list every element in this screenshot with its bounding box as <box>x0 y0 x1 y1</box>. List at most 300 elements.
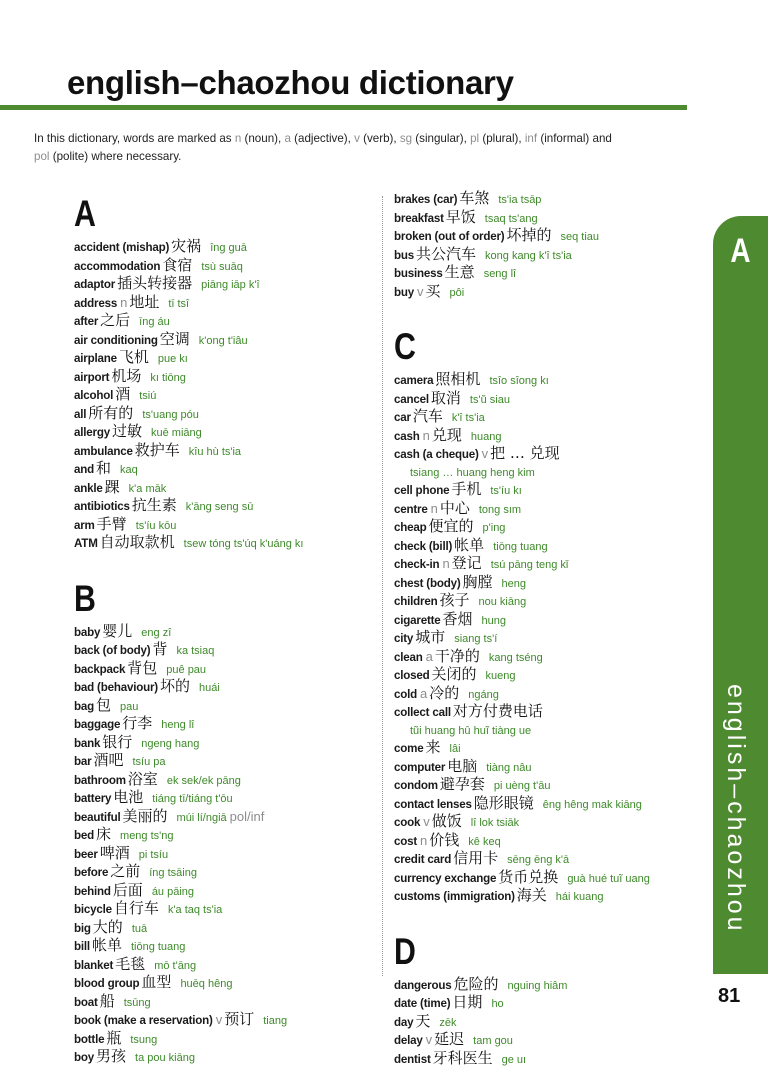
entry-chinese: 电脑 <box>447 757 477 775</box>
dictionary-entry <box>74 238 384 257</box>
entry-chinese: 信用卡 <box>453 849 498 867</box>
intro-part: (plural), <box>479 132 525 145</box>
dictionary-entry <box>394 537 704 556</box>
abbr-plural: pl <box>470 132 479 145</box>
entry-pronunciation: k'a taq ts'ia <box>168 904 222 916</box>
entry-chinese: 海关 <box>517 886 547 904</box>
entry-pronunciation: ts'ŭ siau <box>470 394 510 406</box>
entry-headword: ankle <box>74 482 103 495</box>
entry-headword: bill <box>74 940 90 953</box>
entry-chinese: 踝 <box>105 478 120 496</box>
entry-chinese: 避孕套 <box>440 775 485 793</box>
intro-part: (adjective), <box>291 132 354 145</box>
entry-headword: allergy <box>74 426 110 439</box>
dictionary-entry <box>74 752 384 771</box>
entry-headword: computer <box>394 761 445 774</box>
entry-headword: adaptor <box>74 278 115 291</box>
entry-pronunciation: sēng ēng k'ā <box>507 854 569 866</box>
dictionary-entry <box>394 648 704 667</box>
section-letter: C <box>394 323 648 371</box>
entry-chinese: 货币兑换 <box>498 868 558 886</box>
entry-pronunciation: ka tsiaq <box>176 645 214 657</box>
entry-headword: air conditioning <box>74 334 158 347</box>
dictionary-entry <box>394 592 704 611</box>
entry-pronunciation: kîu hù ts'ia <box>189 446 241 458</box>
entry-pronunciation: seq tiau <box>560 231 599 243</box>
entry-chinese: 酒 <box>115 385 130 403</box>
entry-pronunciation: pôi <box>450 287 465 299</box>
dictionary-entry <box>74 678 384 697</box>
entry-headword: baggage <box>74 718 120 731</box>
entry-pronunciation: ta pou kiāng <box>135 1052 195 1064</box>
dictionary-entry <box>74 845 384 864</box>
entry-pronunciation: tī tsî <box>168 298 189 310</box>
entry-pronunciation: huái <box>199 682 220 694</box>
entry-chinese: 床 <box>96 825 111 843</box>
entry-headword: cell phone <box>394 484 449 497</box>
entry-pronunciation: k'ong t'iâu <box>199 335 248 347</box>
dictionary-entry <box>394 445 704 464</box>
dictionary-entry <box>74 623 384 642</box>
entry-chinese: 便宜的 <box>429 517 474 535</box>
entry-continuation <box>394 722 704 740</box>
entry-pronunciation: ngáng <box>468 689 499 701</box>
entry-pronunciation: seng lî <box>484 268 516 280</box>
dictionary-entry <box>394 371 704 390</box>
entry-chinese: 照相机 <box>435 370 480 388</box>
entry-pronunciation: áu pāing <box>152 886 194 898</box>
entry-headword: and <box>74 463 94 476</box>
dictionary-entry <box>394 227 704 246</box>
entry-chinese: 手臂 <box>97 515 127 533</box>
entry-chinese: 后面 <box>113 881 143 899</box>
entry-chinese: 之前 <box>110 862 140 880</box>
right-column <box>394 190 704 1068</box>
entry-headword: cold <box>394 688 417 701</box>
entry-pronunciation: tam gou <box>473 1035 513 1047</box>
dictionary-entry <box>74 312 384 331</box>
entry-headword: cheap <box>394 521 427 534</box>
entry-headword: bathroom <box>74 774 126 787</box>
entry-pronunciation: tsiang … huang heng kim <box>410 467 535 479</box>
entry-chinese: 孩子 <box>440 591 470 609</box>
entry-pronunciation: meng ts'ng <box>120 830 173 842</box>
entry-chinese: 隐形眼镜 <box>474 794 534 812</box>
dictionary-entry <box>74 882 384 901</box>
entry-pronunciation: heng lî <box>161 719 194 731</box>
entry-pronunciation: tiōng tuang <box>131 941 185 953</box>
entry-chinese: 酒吧 <box>93 751 123 769</box>
entry-headword: children <box>394 595 438 608</box>
entry-pronunciation: kaq <box>120 464 138 476</box>
entry-headword: beer <box>74 848 98 861</box>
entry-chinese: 天 <box>415 1012 430 1030</box>
entry-chinese: 救护车 <box>135 441 180 459</box>
dictionary-entry <box>74 331 384 350</box>
abbr-noun: n <box>235 132 241 145</box>
entry-chinese: 背包 <box>127 659 157 677</box>
dictionary-entry <box>394 283 704 302</box>
entry-headword: backpack <box>74 663 125 676</box>
entry-pronunciation: tsîo sîong kı <box>489 375 548 387</box>
entry-pronunciation: puê pau <box>166 664 206 676</box>
entry-chinese: 日期 <box>452 993 482 1011</box>
dictionary-entry <box>394 776 704 795</box>
dictionary-entry <box>74 423 384 442</box>
intro-part: (informal) and <box>537 132 612 145</box>
entry-chinese: 干净的 <box>435 647 480 665</box>
dictionary-entry <box>74 641 384 660</box>
entry-pronunciation: îng guā <box>210 242 247 254</box>
entry-headword: cigarette <box>394 614 441 627</box>
entry-pronunciation: ngeng hang <box>141 738 199 750</box>
dictionary-entry <box>394 246 704 265</box>
entry-pronunciation: tũi huang hû huĩ tiàng ue <box>410 725 531 737</box>
entry-headword: delay <box>394 1034 423 1047</box>
entry-pronunciation: ts'uang póu <box>142 409 199 421</box>
entry-headword: bottle <box>74 1033 104 1046</box>
entry-pronunciation: huēq hêng <box>180 978 232 990</box>
entry-chinese: 浴室 <box>128 770 158 788</box>
entry-part-of-speech: v <box>423 814 430 829</box>
page-number: 81 <box>718 985 740 1008</box>
entry-headword: big <box>74 922 91 935</box>
entry-chinese: 帐单 <box>92 936 122 954</box>
entry-headword: book (make a reservation) <box>74 1014 213 1027</box>
entry-chinese: 行李 <box>122 714 152 732</box>
dictionary-entry <box>74 516 384 535</box>
entry-pronunciation: tsung <box>130 1034 157 1046</box>
entry-chinese: 胸膛 <box>463 573 493 591</box>
dictionary-entry <box>74 479 384 498</box>
entry-headword: check (bill) <box>394 540 452 553</box>
entry-part-of-speech: v <box>216 1012 223 1027</box>
entry-chinese: 所有的 <box>88 404 133 422</box>
dictionary-entry <box>74 900 384 919</box>
entry-chinese: 和 <box>96 459 111 477</box>
entry-pronunciation: huang <box>471 431 502 443</box>
entry-part-of-speech: v <box>426 1032 433 1047</box>
dictionary-entry <box>74 405 384 424</box>
abbr-polite: pol <box>34 150 49 163</box>
entry-headword: business <box>394 267 443 280</box>
entry-pronunciation: tiàng nâu <box>486 762 531 774</box>
dictionary-entry <box>394 887 704 906</box>
entry-pronunciation: pi uèng t'āu <box>494 780 551 792</box>
dictionary-entry <box>394 994 704 1013</box>
entry-headword: broken (out of order) <box>394 230 504 243</box>
entry-headword: ATM <box>74 537 98 550</box>
entry-part-of-speech: a <box>420 686 427 701</box>
entry-headword: boy <box>74 1051 94 1064</box>
entry-pronunciation: k'āng seng sū <box>186 501 254 513</box>
dictionary-entry <box>394 481 704 500</box>
entry-pronunciation: lî lok tsiāk <box>471 817 519 829</box>
entry-headword: city <box>394 632 413 645</box>
entry-headword: breakfast <box>394 212 444 225</box>
dictionary-entry <box>74 697 384 716</box>
entry-pronunciation: tsù suāq <box>201 261 243 273</box>
dictionary-entry <box>394 1050 704 1068</box>
section-letter: D <box>394 928 648 976</box>
dictionary-entry <box>74 460 384 479</box>
dictionary-entry <box>394 739 704 758</box>
entry-chinese: 登记 <box>452 554 482 572</box>
dictionary-entry <box>74 349 384 368</box>
intro-part: In this dictionary, words are marked as <box>34 132 235 145</box>
side-tab-letter: A <box>718 232 763 271</box>
dictionary-entry <box>394 666 704 685</box>
entry-chinese: 婴儿 <box>102 622 132 640</box>
entry-chinese: 汽车 <box>413 407 443 425</box>
entry-pronunciation: p'ing <box>483 522 506 534</box>
entry-pronunciation: guà hué tuĩ uang <box>567 873 650 885</box>
entry-headword: ambulance <box>74 445 133 458</box>
entry-headword: day <box>394 1016 413 1029</box>
entry-pronunciation: tsūng <box>124 997 151 1009</box>
entry-headword: alcohol <box>74 389 113 402</box>
dictionary-entry <box>394 611 704 630</box>
entry-chinese: 把 … 兑现 <box>490 444 560 462</box>
entry-headword: bicycle <box>74 903 112 916</box>
entry-headword: camera <box>394 374 433 387</box>
entry-pronunciation: tiōng tuang <box>493 541 547 553</box>
entry-chinese: 牙科医生 <box>433 1049 493 1067</box>
entry-pronunciation: pue kı <box>158 353 188 365</box>
entry-headword: baby <box>74 626 100 639</box>
entry-pronunciation: êng hêng mak kiāng <box>543 799 642 811</box>
dictionary-entry <box>394 574 704 593</box>
dictionary-entry <box>74 442 384 461</box>
entry-pronunciation: ts'íu kı <box>490 485 521 497</box>
entry-chinese: 毛毯 <box>115 955 145 973</box>
entry-pronunciation: tong sım <box>479 504 521 516</box>
dictionary-entry <box>394 703 704 722</box>
entry-register: pol/inf <box>230 809 265 824</box>
dictionary-entry <box>394 850 704 869</box>
entry-headword: arm <box>74 519 95 532</box>
dictionary-entry <box>394 832 704 851</box>
entry-pronunciation: tiáng tī/tiáng t'ōu <box>152 793 232 805</box>
section-letter: B <box>74 575 328 623</box>
entry-headword: all <box>74 408 86 421</box>
entry-headword: blood group <box>74 977 139 990</box>
entry-chinese: 做饭 <box>432 812 462 830</box>
entry-headword: collect call <box>394 706 451 719</box>
entry-chinese: 自动取款机 <box>100 533 175 551</box>
entry-headword: blanket <box>74 959 113 972</box>
dictionary-entry <box>394 427 704 446</box>
entry-chinese: 香烟 <box>443 610 473 628</box>
entry-pronunciation: tuā <box>132 923 147 935</box>
dictionary-entry <box>74 715 384 734</box>
entry-headword: before <box>74 866 108 879</box>
entry-headword: antibiotics <box>74 500 130 513</box>
abbr-adjective: a <box>284 132 290 145</box>
entry-pronunciation: kuē miāng <box>151 427 202 439</box>
entry-pronunciation: ho <box>491 998 503 1010</box>
entry-headword: closed <box>394 669 430 682</box>
entry-pronunciation: nguing hiâm <box>507 980 567 992</box>
entry-chinese: 空调 <box>160 330 190 348</box>
entry-headword: brakes (car) <box>394 193 457 206</box>
dictionary-entry <box>394 1013 704 1032</box>
entry-headword: bed <box>74 829 94 842</box>
entry-pronunciation: hung <box>482 615 506 627</box>
title-rule <box>0 105 687 110</box>
entry-chinese: 灾祸 <box>171 237 201 255</box>
entry-headword: currency exchange <box>394 872 496 885</box>
entry-pronunciation: ge uı <box>502 1054 526 1066</box>
dictionary-entry <box>394 408 704 427</box>
entry-chinese: 来 <box>426 738 441 756</box>
entry-pronunciation: k'î ts'ia <box>452 412 485 424</box>
entry-part-of-speech: a <box>426 649 433 664</box>
entry-chinese: 之后 <box>100 311 130 329</box>
dictionary-entry <box>74 826 384 845</box>
dictionary-entry <box>74 660 384 679</box>
dictionary-entry <box>74 808 384 827</box>
dictionary-entry <box>394 518 704 537</box>
entry-pronunciation: tsaq ts'ang <box>485 213 538 225</box>
dictionary-entry <box>394 976 704 995</box>
entry-pronunciation: kong kang k'î ts'ia <box>485 250 572 262</box>
entry-chinese: 背 <box>152 640 167 658</box>
side-tab-label: english–chaozhou <box>721 684 750 934</box>
entry-chinese: 帐单 <box>454 536 484 554</box>
entry-chinese: 生意 <box>445 263 475 281</box>
entry-pronunciation: piāng iāp k'î <box>201 279 259 291</box>
entry-headword: accident (mishap) <box>74 241 169 254</box>
entry-chinese: 地址 <box>129 293 159 311</box>
entry-pronunciation: eng zî <box>141 627 171 639</box>
entry-pronunciation: kê keq <box>468 836 500 848</box>
entry-pronunciation: íng tsāing <box>149 867 197 879</box>
dictionary-entry <box>394 264 704 283</box>
entry-headword: address <box>74 297 117 310</box>
section-side-tab <box>713 216 768 974</box>
dictionary-entry <box>74 974 384 993</box>
entry-chinese: 美丽的 <box>123 807 168 825</box>
entry-pronunciation: heng <box>502 578 526 590</box>
entry-chinese: 抗生素 <box>132 496 177 514</box>
entry-part-of-speech: v <box>482 446 489 461</box>
entry-part-of-speech: v <box>417 284 424 299</box>
entry-pronunciation: tsú pāng teng kǐ <box>491 559 569 571</box>
dictionary-entry <box>74 275 384 294</box>
entry-headword: cook <box>394 816 420 829</box>
dictionary-entry <box>394 629 704 648</box>
entry-headword: cash (a cheque) <box>394 448 479 461</box>
entry-headword: car <box>394 411 411 424</box>
entry-pronunciation: hái kuang <box>556 891 604 903</box>
dictionary-entry <box>74 919 384 938</box>
dictionary-entry <box>74 1048 384 1067</box>
entry-pronunciation: kueng <box>486 670 516 682</box>
entry-headword: dentist <box>394 1053 431 1066</box>
intro-part: (polite) where necessary. <box>49 150 181 163</box>
entry-headword: battery <box>74 792 111 805</box>
entry-chinese: 手机 <box>451 480 481 498</box>
entry-pronunciation: kı tiōng <box>150 372 185 384</box>
intro-part: (singular), <box>412 132 470 145</box>
dictionary-entry <box>394 555 704 574</box>
entry-headword: bus <box>394 249 414 262</box>
entry-pronunciation: múi lí/ngiā <box>177 812 227 824</box>
entry-headword: dangerous <box>394 979 451 992</box>
entry-headword: buy <box>394 286 414 299</box>
dictionary-entry <box>394 390 704 409</box>
entry-chinese: 早饭 <box>446 208 476 226</box>
entry-headword: clean <box>394 651 423 664</box>
entry-chinese: 机场 <box>111 367 141 385</box>
entry-chinese: 车煞 <box>459 189 489 207</box>
entry-chinese: 飞机 <box>119 348 149 366</box>
entry-pronunciation: nou kiāng <box>479 596 527 608</box>
dictionary-entry <box>74 789 384 808</box>
entry-pronunciation: siang ts'í <box>454 633 497 645</box>
dictionary-entry <box>74 386 384 405</box>
dictionary-entry <box>394 869 704 888</box>
abbr-singular: sg <box>400 132 412 145</box>
entry-pronunciation: ts'íu kōu <box>136 520 177 532</box>
dictionary-entry <box>394 209 704 228</box>
left-column <box>74 190 384 1067</box>
entry-headword: bag <box>74 700 94 713</box>
dictionary-entry <box>394 813 704 832</box>
entry-pronunciation: zēk <box>439 1017 456 1029</box>
entry-chinese: 对方付费电话 <box>453 702 543 720</box>
entry-chinese: 男孩 <box>96 1047 126 1065</box>
dictionary-entry <box>74 956 384 975</box>
entry-headword: cash <box>394 430 420 443</box>
entry-chinese: 大的 <box>93 918 123 936</box>
intro-part: (noun), <box>241 132 284 145</box>
dictionary-entry <box>74 734 384 753</box>
entry-chinese: 银行 <box>102 733 132 751</box>
entry-pronunciation: lâi <box>450 743 461 755</box>
dictionary-entry <box>74 937 384 956</box>
entry-pronunciation: tsew tóng ts'úq k'uáng kı <box>184 538 304 550</box>
entry-pronunciation: tsíu pa <box>132 756 165 768</box>
dictionary-entry <box>74 368 384 387</box>
entry-chinese: 瓶 <box>106 1029 121 1047</box>
entry-headword: after <box>74 315 98 328</box>
entry-part-of-speech: n <box>442 556 449 571</box>
entry-headword: contact lenses <box>394 798 472 811</box>
entry-chinese: 血型 <box>141 973 171 991</box>
dictionary-entry <box>74 497 384 516</box>
entry-headword: come <box>394 742 424 755</box>
dictionary-entry <box>74 257 384 276</box>
page-title: english–chaozhou dictionary <box>67 64 514 102</box>
entry-chinese: 船 <box>100 992 115 1010</box>
entry-chinese: 价钱 <box>429 831 459 849</box>
entry-chinese: 插头转接器 <box>117 274 192 292</box>
entry-chinese: 延迟 <box>434 1030 464 1048</box>
entry-headword: condom <box>394 779 438 792</box>
entry-chinese: 危险的 <box>453 975 498 993</box>
entry-chinese: 兑现 <box>432 426 462 444</box>
column-divider <box>382 196 383 976</box>
entry-headword: boat <box>74 996 98 1009</box>
entry-headword: centre <box>394 503 428 516</box>
entry-pronunciation: k'a māk <box>129 483 167 495</box>
entry-chinese: 冷的 <box>429 684 459 702</box>
entry-part-of-speech: n <box>120 295 127 310</box>
entry-headword: bar <box>74 755 91 768</box>
dictionary-entry <box>394 795 704 814</box>
